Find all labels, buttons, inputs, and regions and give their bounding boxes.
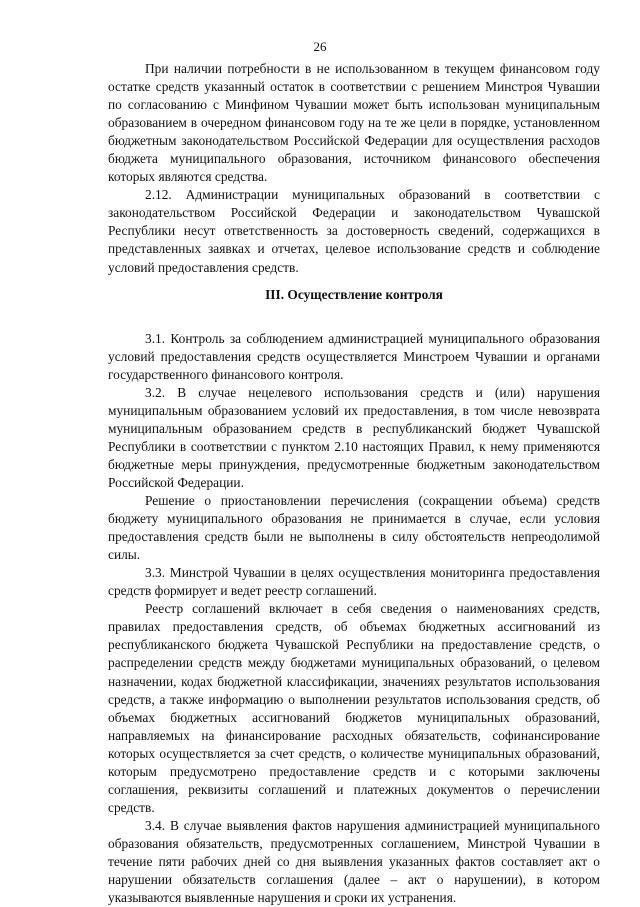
- paragraph-suspension-decision: Решение о приостановлении перечисления (сокращении объема) средств бюджету муниципального образования не принимается в случае, если условия предоставления средств были не выполнены в силу обстоятельств непреодолимой силы.: [108, 493, 600, 563]
- paragraph-unused-balance: При наличии потребности в не использованном в текущем финансовом году остатке средств указанный остаток в соответствии с решением Минстроя Чувашии по согласованию с Минфином Чувашии может быть использован муниципальным образованием в очередном финансовом году на те же цели в порядке, установленном бюджетным законодательством Российской Федерации для осуществления расходов бюджета муниципального образования, источником финансового обеспечения которых являются средства.: [108, 61, 600, 185]
- paragraph-2-12: 2.12. Администрации муниципальных образований в соответствии с законодательством Российской Федерации и законодательством Чувашской Республики несут ответственность за достоверность сведений, содержащихся в представленных заявках и отчетах, целевое использование средств и соблюдение условий предоставления средств.: [108, 187, 600, 275]
- paragraph-3-2: 3.2. В случае нецелевого использования средств и (или) нарушения муниципальным образованием условий их предоставления, в том числе невозврата муниципальным образованием средств в республиканский бюджет Чувашской Республики в соответствии с пунктом 2.10 настоящих Правил, к нему применяются бюджетные меры принуждения, предусмотренные бюджетным законодательством Российской Федерации.: [108, 384, 600, 490]
- page-number: 26: [313, 39, 327, 54]
- paragraph-3-4: 3.4. В случае выявления фактов нарушения администрацией муниципального образования обязательств, предусмотренных соглашением, Минстрой Чувашии в течение пяти рабочих дней со дня выявления указанных фактов составляет акт о нарушении обязательств соглашения (далее – акт о нарушении), в котором указываются выявленные нарушения и сроки их устранения.: [108, 817, 600, 906]
- paragraph-registry-contents: Реестр соглашений включает в себя сведения о наименованиях средств, правилах предоставления средств, об объемах бюджетных ассигнований из республиканского бюджета Чувашской Республики на предоставление средств, о распределении средств между бюджетами муниципальных образований, о целевом назначении, кодах бюджетной классификации, значениях результатов использования средств, а также информацию о выполнении результатов использования средств, об объемах бюджетных ассигнований бюджетов муниципальных образований, направляемых на финансирование расходных обязательств, софинансирование которых осуществляется за счет средств, о количестве муниципальных образований, которым предусмотрено предоставление средств и с которыми заключены соглашения, реквизиты соглашений и платежных документов о перечислении средств.: [108, 601, 600, 815]
- paragraph-3-3: 3.3. Минстрой Чувашии в целях осуществления мониторинга предоставления средств формирует и ведет реестр соглашений.: [108, 565, 600, 599]
- document-body: [108, 60, 600, 907]
- paragraph-3-1: 3.1. Контроль за соблюдением администрацией муниципального образования условий предоставления средств осуществляется Минстроем Чувашии и органами государственного финансового контроля.: [108, 330, 600, 382]
- section-heading: III. Осуществление контроля: [265, 286, 443, 302]
